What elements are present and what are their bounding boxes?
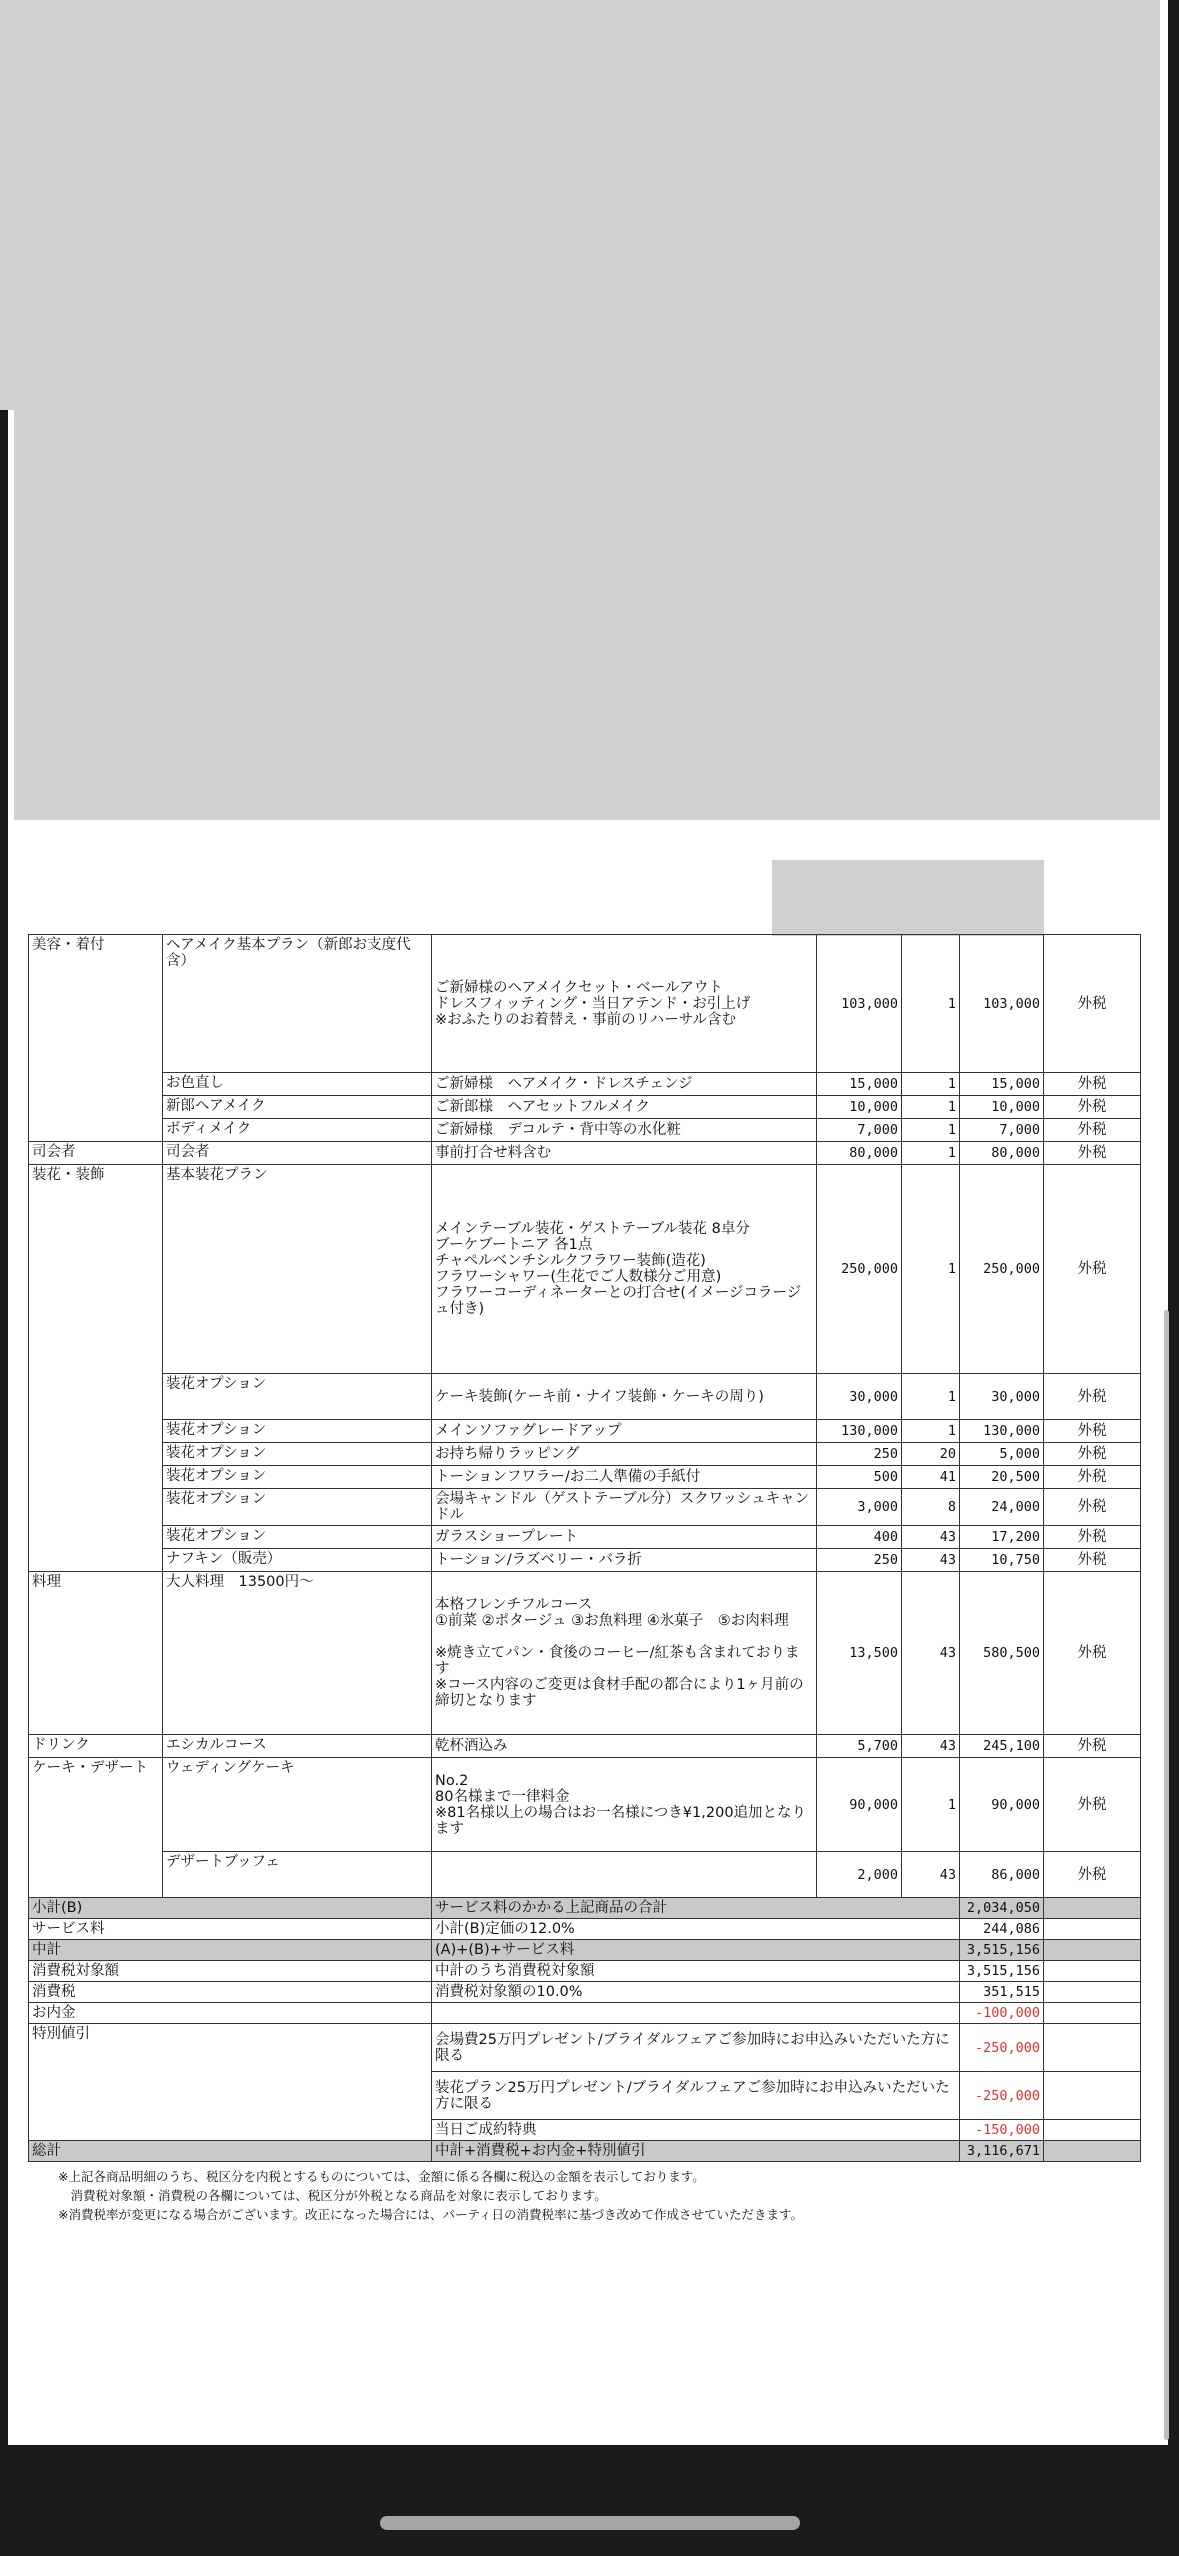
- summary-row: [29, 1940, 1141, 1961]
- quantity-cell: 1: [902, 1096, 960, 1119]
- table-row: [29, 1119, 1141, 1142]
- footnote-line: ※消費税率が変更になる場合がございます。改正になった場合には、パーティ日の消費税率に基づき改めて作成させていただきます。: [58, 2207, 803, 2222]
- tax-type-cell: 外税: [1044, 1443, 1141, 1466]
- summary-amount: -150,000: [960, 2120, 1044, 2141]
- summary-empty-cell: [1044, 2024, 1141, 2072]
- description-cell: ご新婦様 デコルテ・背中等の水化粧: [432, 1119, 817, 1142]
- amount-cell: 250,000: [960, 1165, 1044, 1374]
- summary-amount: 3,515,156: [960, 1940, 1044, 1961]
- item-cell: 装花オプション: [163, 1443, 432, 1466]
- table-row: [29, 1096, 1141, 1119]
- unit-price-cell: 5,700: [817, 1735, 902, 1758]
- summary-label: サービス料: [29, 1919, 432, 1940]
- summary-empty-cell: [1044, 2141, 1141, 2162]
- summary-label: 消費税対象額: [29, 1961, 432, 1982]
- unit-price-cell: 130,000: [817, 1420, 902, 1443]
- table-row: [29, 1735, 1141, 1758]
- table-row: [29, 1443, 1141, 1466]
- amount-cell: 90,000: [960, 1758, 1044, 1852]
- unit-price-cell: 15,000: [817, 1073, 902, 1096]
- quantity-cell: 1: [902, 935, 960, 1073]
- item-cell: 基本装花プラン: [163, 1165, 432, 1374]
- redacted-area-middle: [14, 410, 1160, 820]
- tax-type-cell: 外税: [1044, 1119, 1141, 1142]
- unit-price-cell: 90,000: [817, 1758, 902, 1852]
- amount-cell: 130,000: [960, 1420, 1044, 1443]
- description-cell: 事前打合せ料含む: [432, 1142, 817, 1165]
- table-row: [29, 1852, 1141, 1898]
- quantity-cell: 1: [902, 1119, 960, 1142]
- item-cell: お色直し: [163, 1073, 432, 1096]
- amount-cell: 5,000: [960, 1443, 1044, 1466]
- summary-label: 総計: [29, 2141, 432, 2162]
- summary-description: 中計+消費税+お内金+特別値引: [432, 2141, 960, 2162]
- tax-type-cell: 外税: [1044, 1735, 1141, 1758]
- amount-cell: 15,000: [960, 1073, 1044, 1096]
- summary-label: 小計(B): [29, 1898, 432, 1919]
- summary-description: 当日ご成約特典: [432, 2120, 960, 2141]
- item-cell: エシカルコース: [163, 1735, 432, 1758]
- amount-cell: 7,000: [960, 1119, 1044, 1142]
- quantity-cell: 43: [902, 1549, 960, 1572]
- quantity-cell: 8: [902, 1489, 960, 1526]
- unit-price-cell: 250: [817, 1443, 902, 1466]
- summary-amount: 2,034,050: [960, 1898, 1044, 1919]
- description-cell: ご新郎様 ヘアセットフルメイク: [432, 1096, 817, 1119]
- amount-cell: 86,000: [960, 1852, 1044, 1898]
- item-cell: 大人料理 13500円〜: [163, 1572, 432, 1735]
- tax-type-cell: 外税: [1044, 1758, 1141, 1852]
- quantity-cell: 1: [902, 1374, 960, 1420]
- summary-amount: 351,515: [960, 1982, 1044, 2003]
- table-row: [29, 1526, 1141, 1549]
- summary-empty-cell: [1044, 1919, 1141, 1940]
- description-cell: メインソファグレードアップ: [432, 1420, 817, 1443]
- unit-price-cell: 250,000: [817, 1165, 902, 1374]
- tax-type-cell: 外税: [1044, 935, 1141, 1073]
- summary-row: [29, 1898, 1141, 1919]
- category-cell: 装花・装飾: [29, 1165, 163, 1572]
- item-cell: 新郎ヘアメイク: [163, 1096, 432, 1119]
- amount-cell: 17,200: [960, 1526, 1044, 1549]
- summary-label: 中計: [29, 1940, 432, 1961]
- item-cell: 装花オプション: [163, 1420, 432, 1443]
- item-cell: ウェディングケーキ: [163, 1758, 432, 1852]
- unit-price-cell: 2,000: [817, 1852, 902, 1898]
- description-cell: 乾杯酒込み: [432, 1735, 817, 1758]
- tax-type-cell: 外税: [1044, 1572, 1141, 1735]
- summary-amount: -250,000: [960, 2072, 1044, 2120]
- item-cell: ナフキン（販売）: [163, 1549, 432, 1572]
- tax-type-cell: 外税: [1044, 1420, 1141, 1443]
- summary-description: 会場費25万円プレゼント/ブライダルフェアご参加時にお申込みいただいた方に限る: [432, 2024, 960, 2072]
- quantity-cell: 20: [902, 1443, 960, 1466]
- summary-row: [29, 1961, 1141, 1982]
- tax-type-cell: 外税: [1044, 1549, 1141, 1572]
- description-cell: メインテーブル装花・ゲストテーブル装花 8卓分 ブーケブートニア 各1点 チャペルベンチシルクフラワー装飾(造花) フラワーシャワー(生花でご人数様分ご用意) フラワーコーディネーターとの打合せ(イメージコラージュ付き): [432, 1165, 817, 1374]
- scrollbar[interactable]: [1164, 1310, 1169, 2440]
- summary-label: お内金: [29, 2003, 432, 2024]
- tax-type-cell: 外税: [1044, 1852, 1141, 1898]
- home-indicator[interactable]: [380, 2516, 800, 2530]
- amount-cell: 30,000: [960, 1374, 1044, 1420]
- tax-type-cell: 外税: [1044, 1142, 1141, 1165]
- summary-empty-cell: [1044, 1961, 1141, 1982]
- table-row: [29, 1374, 1141, 1420]
- estimate-table: [28, 934, 1141, 2162]
- redacted-header-cell: [772, 860, 1044, 936]
- description-cell: No.2 80名様まで一律料金 ※81名様以上の場合はお一名様につき¥1,200追加となります: [432, 1758, 817, 1852]
- quantity-cell: 41: [902, 1466, 960, 1489]
- table-row: [29, 935, 1141, 1073]
- amount-cell: 580,500: [960, 1572, 1044, 1735]
- summary-empty-cell: [1044, 2072, 1141, 2120]
- redacted-area-top: [0, 0, 1160, 410]
- item-cell: 装花オプション: [163, 1466, 432, 1489]
- summary-row: [29, 1919, 1141, 1940]
- summary-description: 中計のうち消費税対象額: [432, 1961, 960, 1982]
- description-cell: ご新婦様のヘアメイクセット・ベールアウト ドレスフィッティング・当日アテンド・お引上げ ※おふたりのお着替え・事前のリハーサル含む: [432, 935, 817, 1073]
- unit-price-cell: 500: [817, 1466, 902, 1489]
- summary-label: 特別値引: [29, 2024, 432, 2141]
- amount-cell: 103,000: [960, 935, 1044, 1073]
- summary-row: [29, 2003, 1141, 2024]
- summary-description: 消費税対象額の10.0%: [432, 1982, 960, 2003]
- quantity-cell: 43: [902, 1572, 960, 1735]
- summary-row: [29, 2024, 1141, 2072]
- summary-empty-cell: [1044, 2120, 1141, 2141]
- tax-type-cell: 外税: [1044, 1489, 1141, 1526]
- quantity-cell: 43: [902, 1526, 960, 1549]
- summary-description: [432, 2003, 960, 2024]
- amount-cell: 20,500: [960, 1466, 1044, 1489]
- tax-type-cell: 外税: [1044, 1096, 1141, 1119]
- tax-type-cell: 外税: [1044, 1374, 1141, 1420]
- table-row: [29, 1420, 1141, 1443]
- category-cell: 料理: [29, 1572, 163, 1735]
- item-cell: ヘアメイク基本プラン（新郎お支度代含）: [163, 935, 432, 1073]
- summary-amount: -100,000: [960, 2003, 1044, 2024]
- description-cell: お持ち帰りラッピング: [432, 1443, 817, 1466]
- table-row: [29, 1758, 1141, 1852]
- quantity-cell: 43: [902, 1735, 960, 1758]
- item-cell: 司会者: [163, 1142, 432, 1165]
- unit-price-cell: 13,500: [817, 1572, 902, 1735]
- summary-amount: 3,116,671: [960, 2141, 1044, 2162]
- table-row: [29, 1073, 1141, 1096]
- unit-price-cell: 30,000: [817, 1374, 902, 1420]
- footnote-line: 消費税対象額・消費税の各欄については、税区分が外税となる商品を対象に表示しております。: [58, 2188, 607, 2203]
- tax-type-cell: 外税: [1044, 1526, 1141, 1549]
- table-row: [29, 1165, 1141, 1374]
- summary-row: [29, 1982, 1141, 2003]
- summary-description: (A)+(B)+サービス料: [432, 1940, 960, 1961]
- item-cell: 装花オプション: [163, 1489, 432, 1526]
- description-cell: トーション/ラズベリー・バラ折: [432, 1549, 817, 1572]
- summary-row: [29, 2141, 1141, 2162]
- summary-description: サービス料のかかる上記商品の合計: [432, 1898, 960, 1919]
- category-cell: 美容・着付: [29, 935, 163, 1142]
- amount-cell: 80,000: [960, 1142, 1044, 1165]
- summary-empty-cell: [1044, 1898, 1141, 1919]
- category-cell: ケーキ・デザート: [29, 1758, 163, 1898]
- description-cell: ご新婦様 ヘアメイク・ドレスチェンジ: [432, 1073, 817, 1096]
- footnotes: [58, 2167, 1138, 2224]
- amount-cell: 245,100: [960, 1735, 1044, 1758]
- amount-cell: 24,000: [960, 1489, 1044, 1526]
- description-cell: トーションフワラー/お二人準備の手紙付: [432, 1466, 817, 1489]
- unit-price-cell: 103,000: [817, 935, 902, 1073]
- amount-cell: 10,750: [960, 1549, 1044, 1572]
- summary-amount: 244,086: [960, 1919, 1044, 1940]
- quantity-cell: 43: [902, 1852, 960, 1898]
- item-cell: 装花オプション: [163, 1526, 432, 1549]
- summary-label: 消費税: [29, 1982, 432, 2003]
- summary-amount: 3,515,156: [960, 1961, 1044, 1982]
- footnote-line: ※上記各商品明細のうち、税区分を内税とするものについては、金額に係る各欄に税込の金額を表示しております。: [58, 2169, 705, 2184]
- description-cell: [432, 1852, 817, 1898]
- unit-price-cell: 10,000: [817, 1096, 902, 1119]
- item-cell: 装花オプション: [163, 1374, 432, 1420]
- description-cell: 本格フレンチフルコース ①前菜 ②ポタージュ ③お魚料理 ④氷菓子 ⑤お肉料理 ※焼き立てパン・食後のコーヒー/紅茶も含まれております ※コース内容のご変更は食材手配の都合により1ヶ月前の締切となります: [432, 1572, 817, 1735]
- table-row: [29, 1466, 1141, 1489]
- tax-type-cell: 外税: [1044, 1073, 1141, 1096]
- tax-type-cell: 外税: [1044, 1466, 1141, 1489]
- description-cell: ガラスショープレート: [432, 1526, 817, 1549]
- quantity-cell: 1: [902, 1165, 960, 1374]
- table-row: [29, 1572, 1141, 1735]
- unit-price-cell: 7,000: [817, 1119, 902, 1142]
- item-cell: ボディメイク: [163, 1119, 432, 1142]
- quantity-cell: 1: [902, 1142, 960, 1165]
- amount-cell: 10,000: [960, 1096, 1044, 1119]
- quantity-cell: 1: [902, 1420, 960, 1443]
- description-cell: ケーキ装飾(ケーキ前・ナイフ装飾・ケーキの周り): [432, 1374, 817, 1420]
- unit-price-cell: 400: [817, 1526, 902, 1549]
- description-cell: 会場キャンドル（ゲストテーブル分）スクワッシュキャンドル: [432, 1489, 817, 1526]
- category-cell: 司会者: [29, 1142, 163, 1165]
- summary-empty-cell: [1044, 2003, 1141, 2024]
- item-cell: デザートブッフェ: [163, 1852, 432, 1898]
- category-cell: ドリンク: [29, 1735, 163, 1758]
- unit-price-cell: 250: [817, 1549, 902, 1572]
- summary-empty-cell: [1044, 1982, 1141, 2003]
- unit-price-cell: 80,000: [817, 1142, 902, 1165]
- summary-empty-cell: [1044, 1940, 1141, 1961]
- tax-type-cell: 外税: [1044, 1165, 1141, 1374]
- quantity-cell: 1: [902, 1758, 960, 1852]
- unit-price-cell: 3,000: [817, 1489, 902, 1526]
- summary-description: 装花プラン25万円プレゼント/ブライダルフェアご参加時にお申込みいただいた方に限る: [432, 2072, 960, 2120]
- table-row: [29, 1142, 1141, 1165]
- quantity-cell: 1: [902, 1073, 960, 1096]
- table-row: [29, 1489, 1141, 1526]
- summary-amount: -250,000: [960, 2024, 1044, 2072]
- table-row: [29, 1549, 1141, 1572]
- summary-description: 小計(B)定価の12.0%: [432, 1919, 960, 1940]
